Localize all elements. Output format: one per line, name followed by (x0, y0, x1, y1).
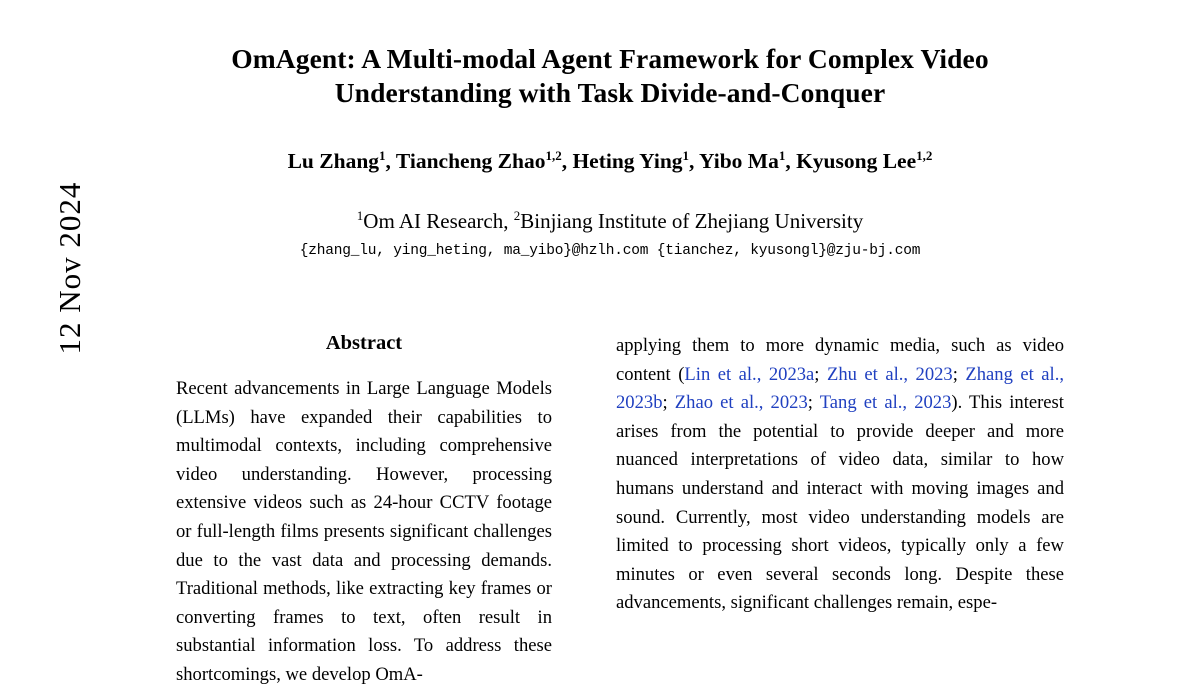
introduction-text: applying them to more dynamic media, such as video content (Lin et al., 2023a; Zhu et al., 2023; Zhang et al., 2023b; Zhao et al., 2023; Tang et al., 2023). This interest arises from the potential to provide deeper and more nuanced interpretations of video data, similar to how humans understand and interact with moving images and sound. Currently, most video understanding models are limited to processing short videos, typically only a few minutes or even several seconds long. Despite these advancements, significant challenges remain, espe- (616, 335, 1065, 614)
contact-emails: {zhang_lu, ying_heting, ma_yibo}@hzlh.com {tianchez, kyusongl}@zju-bj.com (299, 243, 921, 259)
introduction-column (616, 332, 1064, 618)
page-title (150, 42, 1070, 110)
abstract-heading: Abstract (325, 332, 403, 354)
arxiv-stamp-text: 12 Nov 2024 (52, 181, 87, 355)
arxiv-side-stamp (10, 0, 100, 648)
affiliation-list: $^1$Om AI Research, $^2$Binjiang Institute of Zhejiang University (356, 208, 864, 233)
page-title-line1: OmAgent: A Multi-modal Agent Framework for Complex Video (231, 43, 989, 74)
page-title-line2: Understanding with Task Divide-and-Conquer (334, 77, 886, 108)
abstract-text: Recent advancements in Large Language Models (LLMs) have expanded their capabilities to multimodal contexts, including comprehensive video understanding. However, processing extensive videos such as 24-hour CCTV footage or full-length films presents significant challenges due to the vast data and processing demands. Traditional methods, like extracting key frames or converting frames to text, often result in substantial information loss. To address these shortcomings, we develop OmA- (176, 378, 552, 685)
abstract-column (176, 332, 552, 690)
author-list: Lu Zhang$^1$, Tiancheng Zhao$^{1,2}$, Heting Ying$^1$, Yibo Ma$^1$, Kyusong Lee$^{1,2}$ (287, 148, 933, 174)
paper-title-block (150, 42, 1070, 110)
